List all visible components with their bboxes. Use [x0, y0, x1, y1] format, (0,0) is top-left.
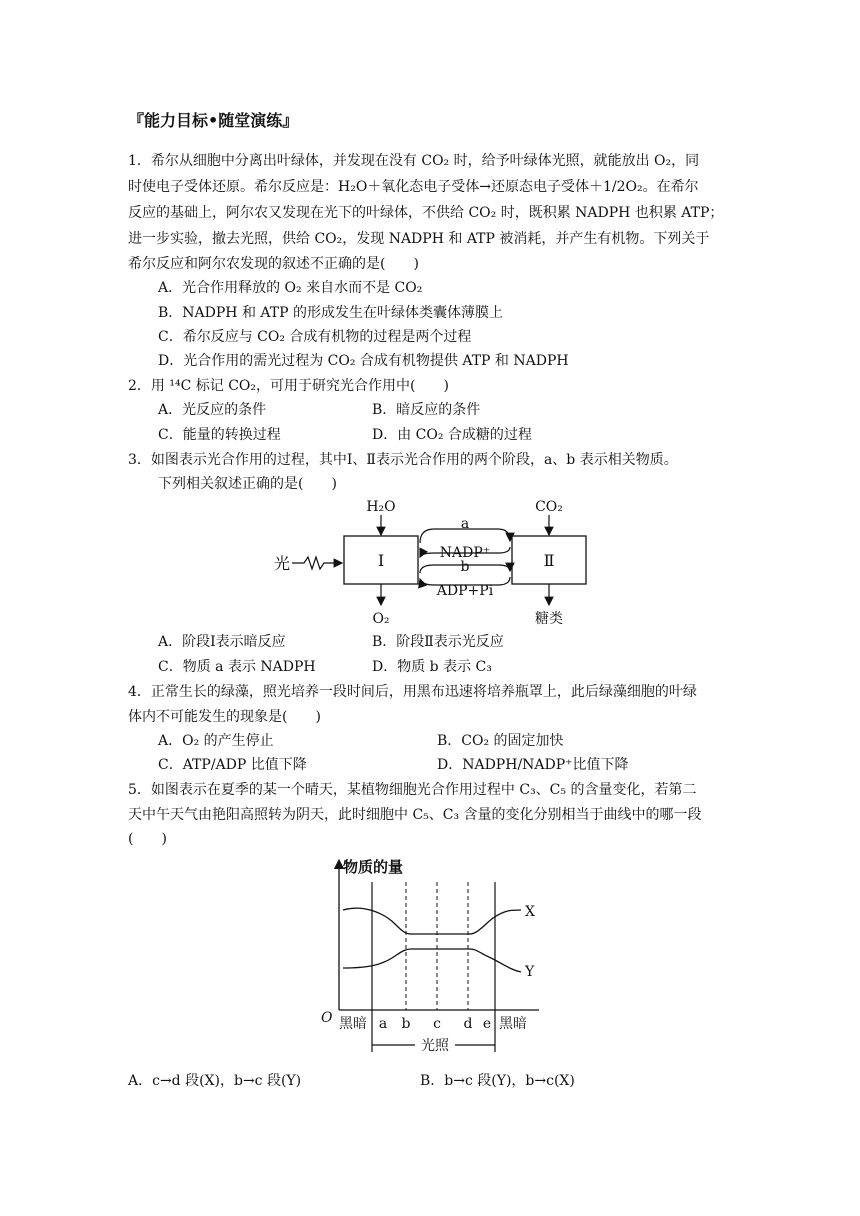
- q4-option-a: A．O₂ 的产生停止: [158, 733, 274, 749]
- q3-option-d: D．物质 b 表示 C₃: [372, 659, 492, 675]
- q5-stem-line-1: 5．如图表示在夏季的某一个晴天，某植物细胞光合作用过程中 C₃、C₅ 的含量变化，若第二: [128, 782, 697, 798]
- q1-option-d: D．光合作用的需光过程为 CO₂ 合成有机物提供 ATP 和 NADPH: [158, 353, 569, 369]
- q4-stem-line-1: 4．正常生长的绿藻，照光培养一段时间后，用黑布迅速将培养瓶罩上，此后绿藻细胞的叶绿: [128, 684, 697, 700]
- c3-c5-graph: [315, 852, 555, 1062]
- q1-option-a: A．光合作用释放的 O₂ 来自水而不是 CO₂: [158, 280, 423, 296]
- q5-stem-line-3: ( ): [128, 831, 167, 847]
- section-title: 『能力目标•随堂演练』: [128, 111, 299, 130]
- light-wave: [292, 557, 342, 569]
- tick-d: d: [463, 1016, 473, 1032]
- q5-option-a: A．c→d 段(X)，b→c 段(Y): [128, 1073, 302, 1089]
- q1-option-c: C．希尔反应与 CO₂ 合成有机物的过程是两个过程: [158, 329, 472, 345]
- label-y: Y: [525, 964, 535, 980]
- light-label: 光: [274, 554, 291, 573]
- q1-stem-line-4: 进一步实验，撤去光照，供给 CO₂，发现 NADPH 和 ATP 被消耗，并产生有机物。下列关于: [128, 231, 710, 247]
- q5-option-b: B．b→c 段(Y)，b→c(X): [420, 1073, 575, 1089]
- stage-2-label: Ⅱ: [543, 551, 555, 570]
- q2-option-b: B．暗反应的条件: [372, 402, 481, 418]
- q3-stem-line-1: 3．如图表示光合作用的过程，其中Ⅰ、Ⅱ表示光合作用的两个阶段，a、b 表示相关物质。: [128, 452, 678, 468]
- label-a: a: [460, 516, 470, 532]
- q3-option-b: B．阶段Ⅱ表示光反应: [372, 634, 504, 650]
- label-nadp: NADP⁺: [439, 545, 491, 561]
- tick-b: b: [401, 1016, 411, 1032]
- origin-label: O: [321, 1010, 333, 1026]
- label-adp: ADP+Pi: [436, 583, 494, 599]
- q2-option-a: A．光反应的条件: [158, 402, 267, 418]
- stage-1-label: Ⅰ: [377, 551, 385, 570]
- q3-option-c: C．物质 a 表示 NADPH: [158, 659, 316, 675]
- tick-a: a: [378, 1016, 388, 1032]
- q4-option-d: D．NADPH/NADP⁺比值下降: [437, 757, 629, 773]
- q1-stem-line-2: 时使电子受体还原。希尔反应是：H₂O＋氧化态电子受体→还原态电子受体＋1/2O₂。在希尔: [128, 179, 699, 195]
- photosynthesis-diagram: [270, 495, 610, 630]
- q2-option-c: C．能量的转换过程: [158, 427, 281, 443]
- q4-option-b: B．CO₂ 的固定加快: [437, 733, 564, 749]
- q3-option-a: A．阶段Ⅰ表示暗反应: [158, 634, 286, 650]
- q1-stem-line-5: 希尔反应和阿尔农发现的叙述不正确的是( ): [128, 256, 419, 272]
- q4-option-c: C．ATP/ADP 比值下降: [158, 757, 307, 773]
- q3-stem-line-2: 下列相关叙述正确的是( ): [158, 476, 337, 492]
- curve-y: [343, 949, 521, 972]
- tick-e: e: [482, 1016, 492, 1032]
- q1-stem-line-3: 反应的基础上，阿尔农又发现在光下的叶绿体，不供给 CO₂ 时，既积累 NADPH 也积累 ATP；: [128, 205, 724, 221]
- q2-option-d: D．由 CO₂ 合成糖的过程: [372, 427, 532, 443]
- dark-left-label: 黑暗: [339, 1016, 367, 1032]
- q1-option-b: B．NADPH 和 ATP 的形成发生在叶绿体类囊体薄膜上: [158, 305, 503, 321]
- label-x: X: [525, 904, 535, 920]
- light-period-label: 光照: [421, 1038, 449, 1054]
- y-axis-label: 物质的量: [343, 858, 404, 876]
- h2o-label: H₂O: [366, 499, 396, 515]
- co2-label: CO₂: [535, 499, 563, 515]
- tick-c: c: [433, 1016, 441, 1032]
- q2-stem: 2．用 ¹⁴C 标记 CO₂，可用于研究光合作用中( ): [128, 378, 449, 394]
- q4-stem-line-2: 体内不可能发生的现象是( ): [128, 709, 321, 725]
- o2-label: O₂: [372, 611, 390, 627]
- label-b: b: [460, 559, 470, 575]
- q1-stem-line-1: 1．希尔从细胞中分离出叶绿体，并发现在没有 CO₂ 时，给予叶绿体光照，就能放出 O₂，同: [128, 153, 700, 169]
- curve-x: [343, 908, 521, 934]
- sugar-label: 糖类: [535, 611, 563, 627]
- q5-stem-line-2: 天中午天气由艳阳高照转为阴天，此时细胞中 C₅、C₃ 含量的变化分别相当于曲线中的哪一段: [128, 807, 702, 823]
- dark-right-label: 黑暗: [499, 1016, 527, 1032]
